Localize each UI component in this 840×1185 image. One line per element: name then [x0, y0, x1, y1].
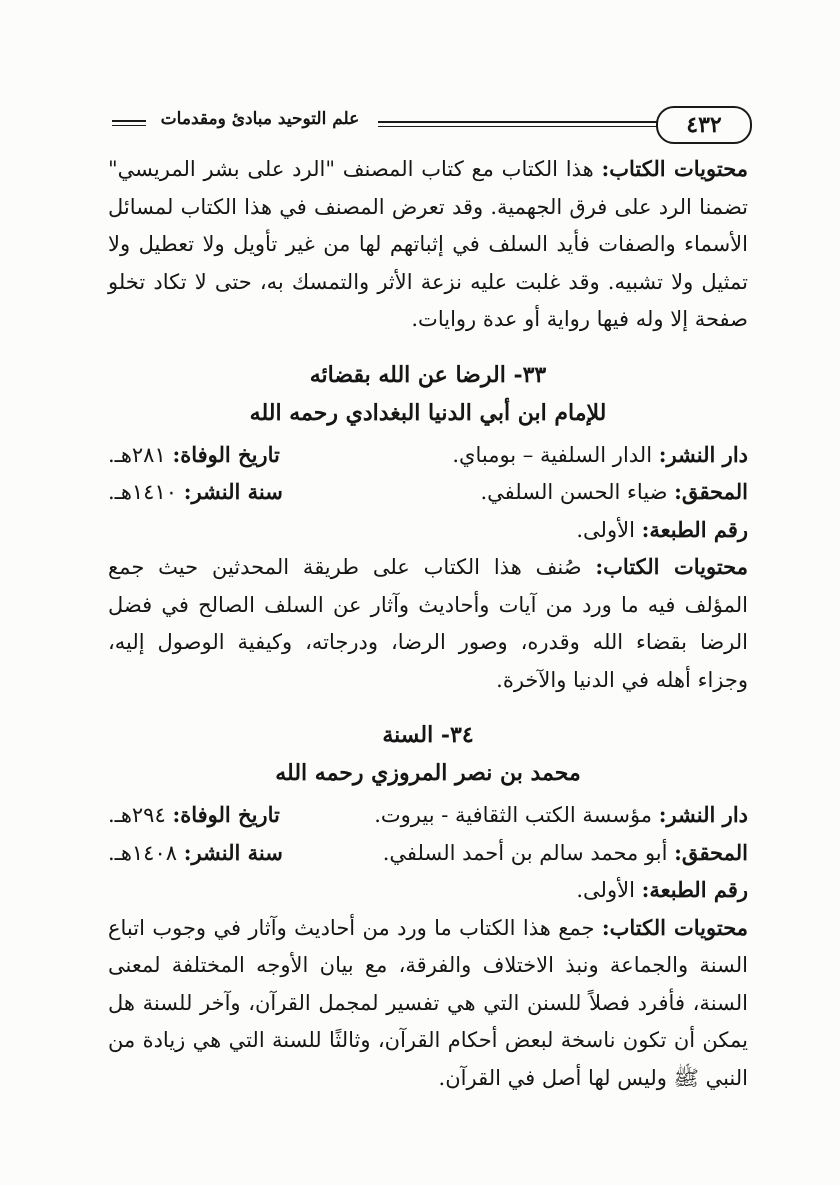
- publication-year-field: [108, 834, 283, 873]
- contents-label: محتويات الكتاب:: [601, 156, 748, 181]
- death-date-field: [108, 796, 280, 835]
- section-gap: [108, 339, 748, 357]
- publication-year-label: سنة النشر:: [183, 479, 283, 504]
- header-rule-short: [112, 120, 146, 126]
- editor-row: [108, 834, 748, 872]
- edition-label: رقم الطبعة:: [641, 516, 748, 542]
- editor-label: المحقق:: [674, 839, 748, 865]
- editor-field: [365, 834, 748, 873]
- page-body: [108, 150, 748, 1097]
- book-entry-34: [108, 717, 748, 1097]
- publisher-field: [356, 796, 748, 835]
- editor-value: أبو محمد سالم بن أحمد السلفي.: [382, 840, 675, 865]
- book-contents-paragraph: [108, 909, 748, 1098]
- edition-row: [108, 871, 748, 909]
- section-gap: [108, 699, 748, 717]
- edition-row: [108, 511, 748, 549]
- publication-year-value: ١٤١٠هـ.: [108, 480, 184, 504]
- header-rule-long: [378, 121, 664, 127]
- death-date-value: ٢٩٤هـ.: [108, 803, 173, 827]
- page-number: ٤٣٢: [686, 112, 722, 138]
- editor-value: ضياء الحسن السلفي.: [480, 480, 675, 504]
- death-date-value: ٢٨١هـ.: [108, 442, 173, 467]
- book-contents-paragraph: [108, 548, 748, 699]
- contents-text: هذا الكتاب مع كتاب المصنف "الرد على بشر المريسي" تضمنا الرد على فرق الجهمية. وقد تعرض المصنف في هذا الكتاب لمسائل الأسماء والصفات فأيد السلف في إثباتهم لها من غير تأويل ولا تعطيل ولا تمثيل ولا تشبيه. وقد غلبت عليه نزعة الأثر والتمسك به، حتى لا تكاد تخلو صفحة إلا وله فيها رواية أو عدة روايات.: [108, 157, 748, 331]
- contents-label: محتويات الكتاب:: [601, 914, 748, 940]
- book-author: محمد بن نصر المروزي رحمه الله: [275, 760, 581, 786]
- publisher-label: دار النشر:: [658, 441, 748, 467]
- editor-field: [462, 473, 748, 512]
- running-header: [110, 104, 752, 148]
- death-date-field: [108, 436, 280, 475]
- publisher-value: مؤسسة الكتب الثقافية - بيروت.: [374, 803, 659, 827]
- book-entry-33: [108, 357, 748, 700]
- publisher-value: الدار السلفية – بومباي.: [452, 442, 659, 467]
- publication-year-label: سنة النشر:: [183, 839, 283, 865]
- book-title: ٣٤- السنة: [382, 722, 474, 748]
- page-number-badge: [656, 106, 752, 144]
- publisher-row: [108, 796, 748, 834]
- death-date-label: تاريخ الوفاة:: [172, 441, 280, 467]
- running-title: علم التوحيد مبادئ ومقدمات: [160, 109, 360, 129]
- publication-year-value: ١٤٠٨هـ.: [108, 840, 184, 865]
- contents-text: صُنف هذا الكتاب على طريقة المحدثين حيث جمع المؤلف فيه ما ورد من آيات وأحاديث وآثار عن السلف الصالح في فضل الرضا بقضاء الله وقدره، وصور الرضا، ودرجاته، وكيفية الوصول إليه، وجزاء أهله في الدنيا والآخرة.: [108, 555, 748, 692]
- publisher-label: دار النشر:: [658, 802, 748, 827]
- edition-field: [558, 871, 748, 910]
- death-date-label: تاريخ الوفاة:: [172, 802, 280, 827]
- edition-value: الأولى.: [576, 517, 642, 542]
- edition-value: الأولى.: [576, 878, 642, 902]
- editor-row: [108, 473, 748, 511]
- intro-contents-paragraph: [108, 150, 748, 339]
- publisher-row: [108, 436, 748, 474]
- contents-label: محتويات الكتاب:: [595, 554, 748, 579]
- publisher-field: [434, 436, 748, 475]
- book-title: ٣٣- الرضا عن الله بقضائه: [309, 361, 547, 388]
- contents-text: جمع هذا الكتاب ما ورد من أحاديث وآثار في وجوب اتباع السنة والجماعة ونبذ الاختلاف والفرقة، مع بيان الأوجه المختلفة لمعنى السنة، فأفرد فصلاً للسنن التي هي تفسير لمجمل القرآن، وآخر للسنة هل يمكن أن تكون ناسخة لبعض أحكام القرآن، وثالثًا للسنة التي هي زيادة من النبي ﷺ وليس لها أصل في القرآن.: [108, 915, 748, 1090]
- editor-label: المحقق:: [674, 479, 748, 504]
- edition-label: رقم الطبعة:: [641, 877, 748, 902]
- book-author: للإمام ابن أبي الدنيا البغدادي رحمه الله: [249, 399, 607, 426]
- edition-field: [558, 511, 748, 550]
- publication-year-field: [108, 473, 283, 512]
